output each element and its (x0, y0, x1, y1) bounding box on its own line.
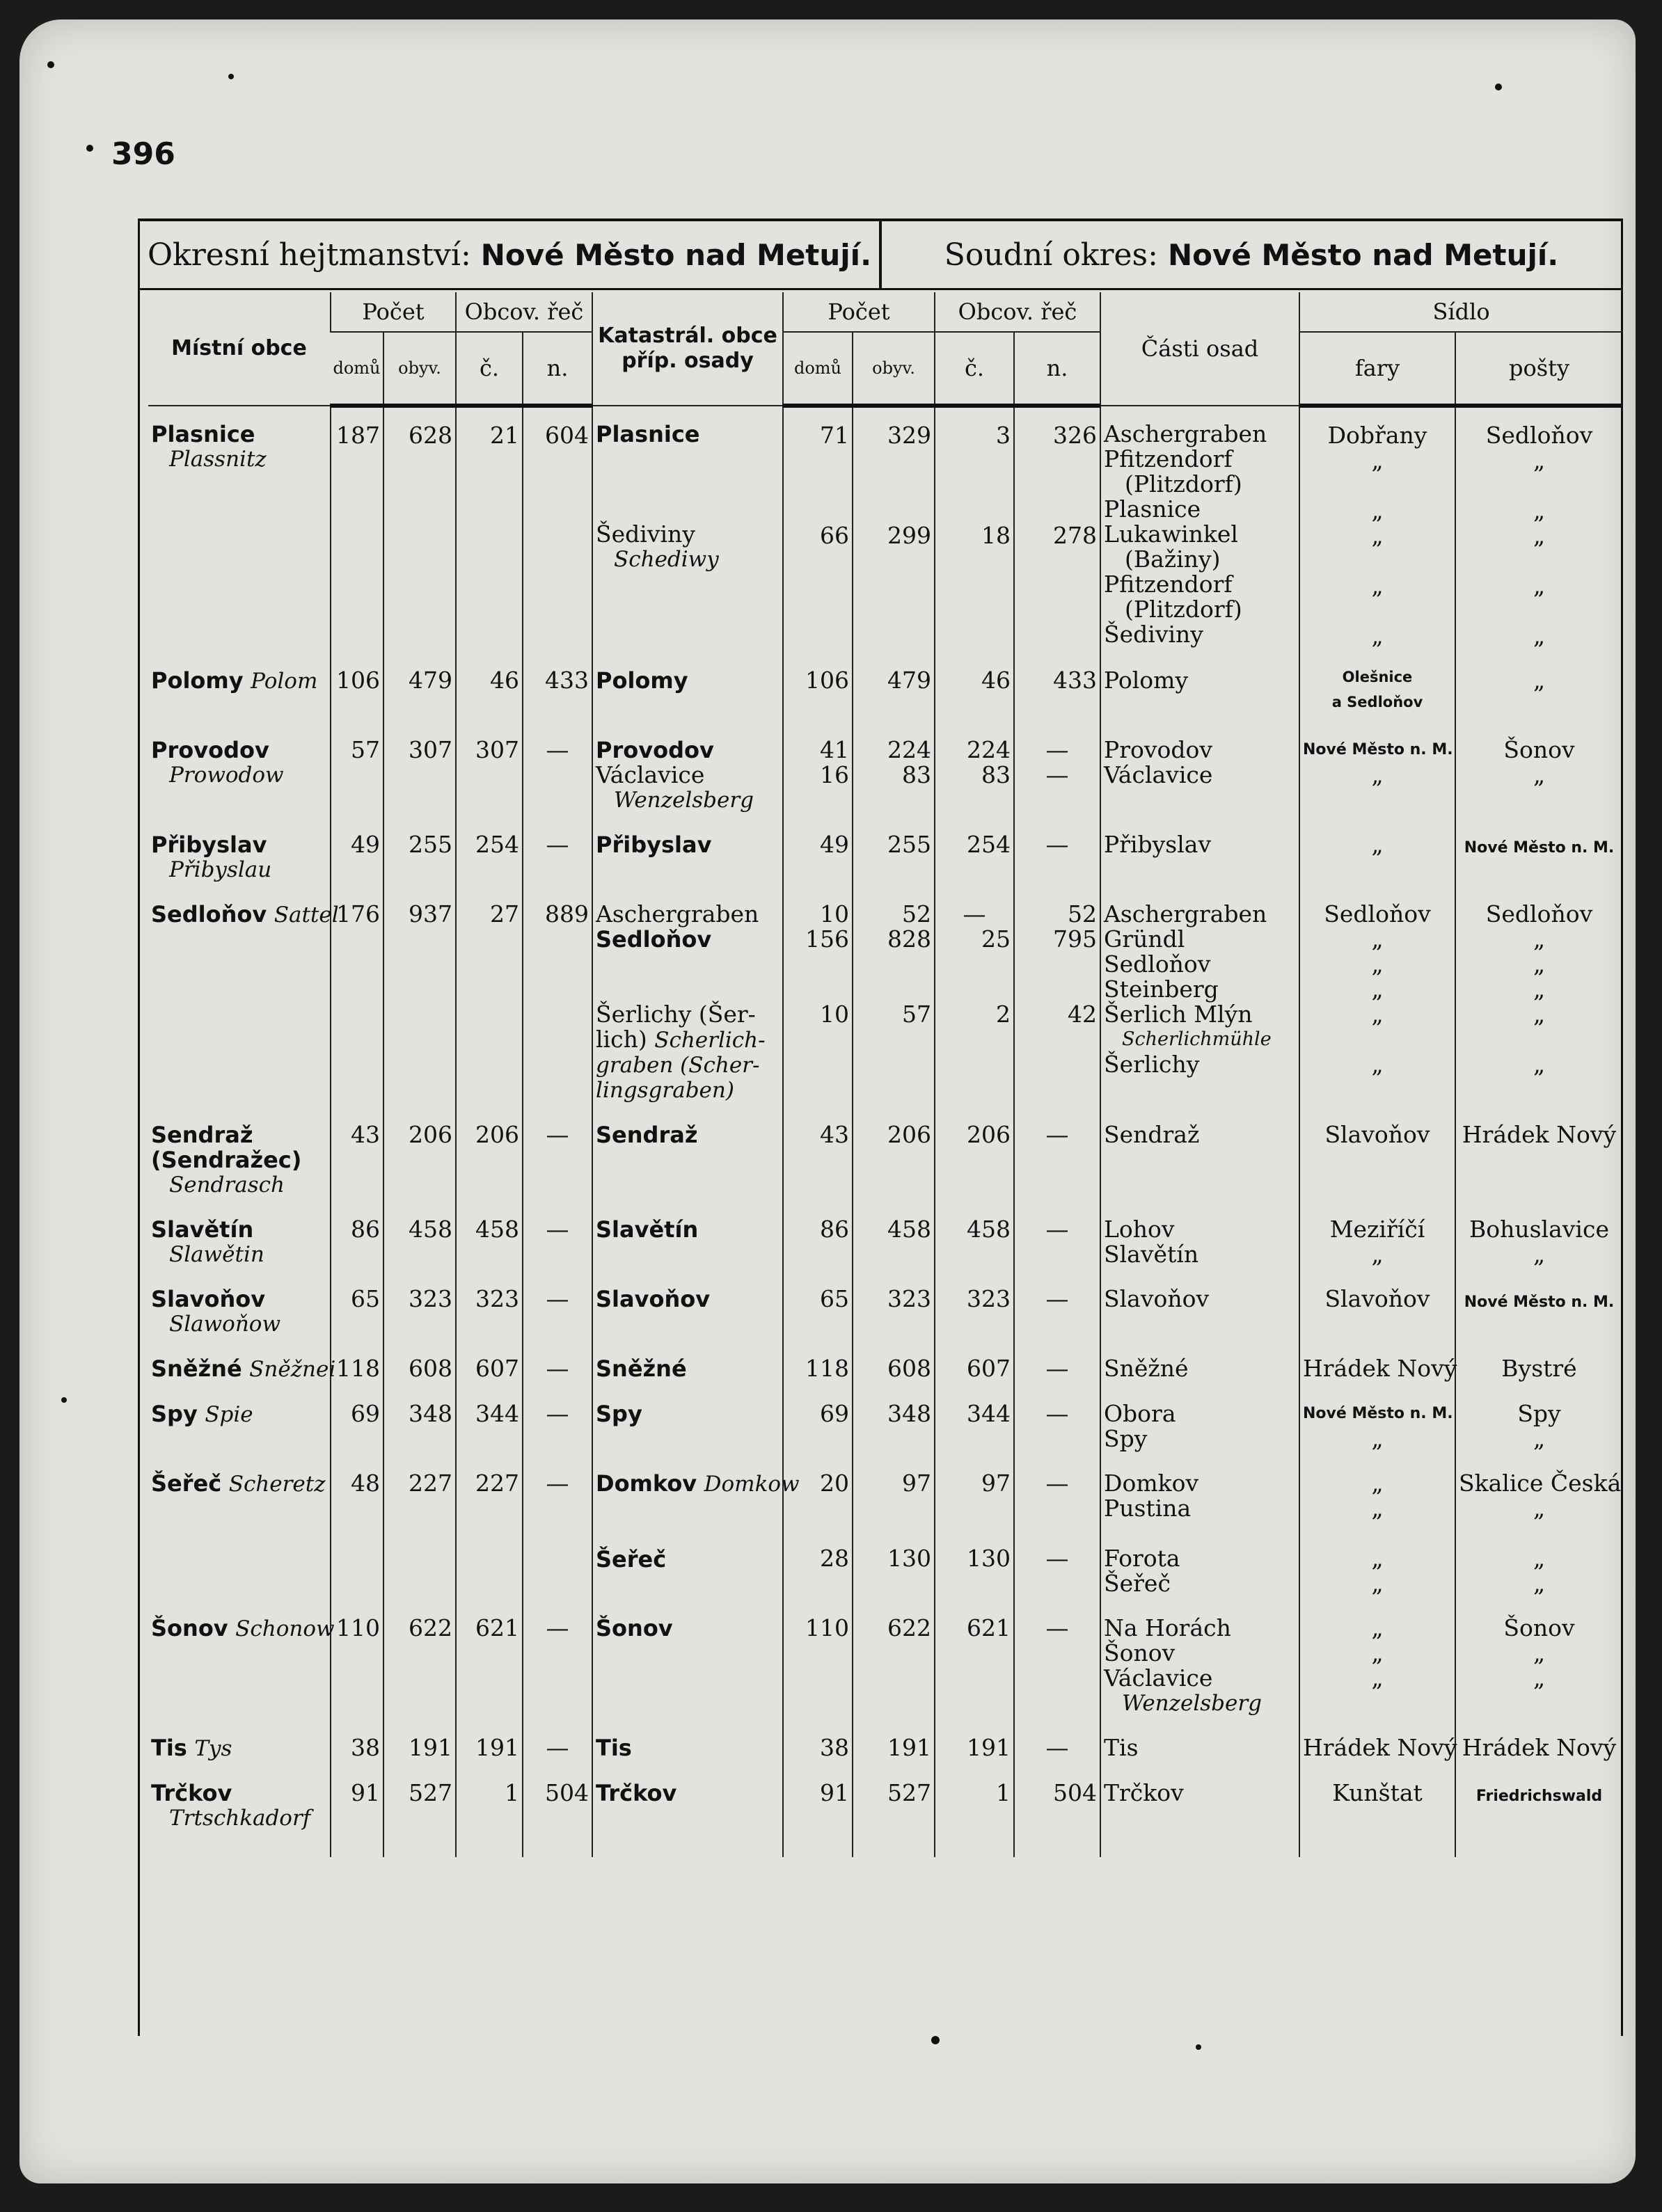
table-row: Plasnice Plassnitz 187 628 21 604 Plasnice Šediviny Schediwy 71 66 329 299 3 18 326 278 Aschergraben Pfitzendorf (Plitzdorf) Plasnice Lukawinkel (Bažiny) Pfitzendorf (Plitzdorf) Šediviny Dobřany „ „ „ „ „ Sedloňov „ „ „ „ „ (148, 406, 1622, 668)
book-page (19, 19, 1636, 2183)
col-katastr: Katastrál. obce příp. osady (592, 292, 783, 406)
col-fary: fary (1299, 332, 1455, 406)
col-n: n. (523, 332, 592, 406)
district-label: Okresní hejtmanství: (147, 237, 471, 273)
municipality-table (148, 292, 1622, 1857)
speck (86, 145, 93, 152)
table-row: Tis Tys 38 191 191 — Tis 38 191 191 — Tis Hrádek Nový Hrádek Nový (148, 1735, 1622, 1781)
col-obcov: Obcov. řeč (456, 292, 592, 332)
col-domu: domů (331, 332, 383, 406)
col-c: č. (456, 332, 523, 406)
table-row: Provodov Prowodow 57 307 307 — Provodov Václavice Wenzelsberg 41 16 224 83 224 83 — — Provodov Václavice Nové Město n. M. „ Šonov „ (148, 738, 1622, 832)
casti-cell: Aschergraben Pfitzendorf (Plitzdorf) Plasnice Lukawinkel (Bažiny) Pfitzendorf (Plitzdorf) Šediviny (1100, 406, 1299, 668)
table-row: Trčkov Trtschkadorf 91 527 1 504 Trčkov 91 527 1 504 Trčkov Kunštat Friedrichswald (148, 1781, 1622, 1857)
table-row: Sedloňov Sattel 176 937 27 889 Aschergraben Sedloňov Šerlichy (Šer- lich) Scherlich- graben (Scher- lingsgraben) 10 156 10 52 828 57 — 25 2 52 795 42 Aschergraben Gründl Sedloňov Steinberg Šerlich Mlýn Scherlichmühle Šerlichy Sedloňov „ „ „ „ „ Sedloňov „ „ „ „ „ (148, 902, 1622, 1122)
speck (47, 61, 54, 68)
fary-cell: Dobřany „ „ „ „ „ (1299, 406, 1455, 668)
speck (228, 74, 234, 79)
table-row: Slavoňov Slawoňow 65 323 323 — Slavoňov 65 323 323 — Slavoňov Slavoňov Nové Město n. M. (148, 1287, 1622, 1356)
speck (61, 1397, 67, 1403)
col-pocet-2: Počet (783, 292, 935, 332)
court-cell (882, 221, 1621, 288)
col-casti: Části osad (1100, 292, 1299, 406)
table-row: Polomy Polom 106 479 46 433 Polomy 106 479 46 433 Polomy Olešnice a Sedloňov „ (148, 668, 1622, 738)
court-label: Soudní okres: (944, 237, 1158, 273)
speck (1196, 2044, 1201, 2050)
table-row: Šeřeč Scheretz 48 227 227 — Domkov Domkow Šeřeč 20 28 97 130 97 130 — — Domkov Pustina Forota Šeřeč „ „ „ „ Skalice Česká „ „ „ (148, 1471, 1622, 1616)
page-number: 396 (111, 136, 175, 172)
posty-cell: Sedloňov „ „ „ „ „ (1455, 406, 1622, 668)
col-obyv: obyv. (383, 332, 456, 406)
table-row: Sněžné Sněžnei 118 608 607 — Sněžné 118 608 607 — Sněžné Hrádek Nový Bystré (148, 1356, 1622, 1401)
table-row: Přibyslav Přibyslau 49 255 254 — Přibyslav 49 255 254 — Přibyslav „ Nové Město n. M. (148, 832, 1622, 902)
col-obyv-2: obyv. (853, 332, 935, 406)
col-sidlo: Sídlo (1299, 292, 1622, 332)
col-obcov-2: Obcov. řeč (935, 292, 1100, 332)
col-n-2: n. (1014, 332, 1100, 406)
speck (931, 2036, 940, 2044)
district-cell (140, 221, 882, 288)
table-row: Spy Spie 69 348 344 — Spy 69 348 344 — Obora Spy Nové Město n. M. „ Spy „ (148, 1401, 1622, 1471)
district-header (140, 221, 1621, 290)
table-row: Šonov Schonow 110 622 621 — Šonov 110 622 621 — Na Horách Šonov Václavice Wenzelsberg „ „ „ Šonov „ „ (148, 1616, 1622, 1735)
col-pocet: Počet (331, 292, 456, 332)
table-row: Sendraž (Sendražec) Sendrasch 43 206 206 — Sendraž 43 206 206 — Sendraž Slavoňov Hrádek Nový (148, 1122, 1622, 1217)
col-posty: pošty (1455, 332, 1622, 406)
obec-cell: Plasnice Plassnitz (151, 421, 267, 472)
col-c-2: č. (935, 332, 1014, 406)
district-name: Nové Město nad Metují. (480, 237, 872, 272)
table-row: Slavětín Slawětin 86 458 458 — Slavětín 86 458 458 — Lohov Slavětín Meziříčí „ Bohuslavice „ (148, 1217, 1622, 1287)
katastr-cell: Plasnice Šediviny Schediwy (592, 406, 783, 668)
col-misto: Místní obce (148, 292, 331, 406)
speck (1495, 83, 1502, 90)
table-frame (138, 218, 1623, 2036)
col-domu-2: domů (783, 332, 853, 406)
court-name: Nové Město nad Metují. (1167, 237, 1559, 272)
